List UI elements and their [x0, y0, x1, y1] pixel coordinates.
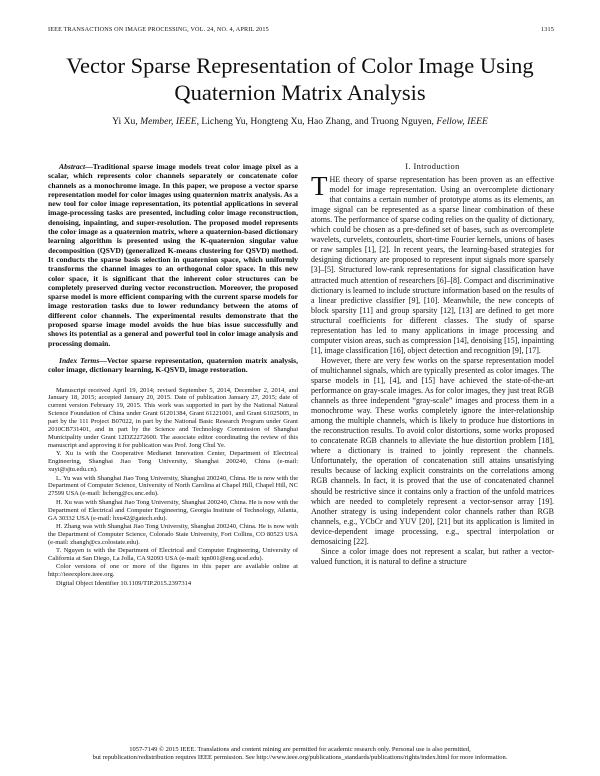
- abstract: [48, 162, 298, 348]
- copyright-line-2: but republication/redistribution requires IEEE permission. See http://www.ieee.org/publications_standards/publications/rights/index.html for more information.: [92, 754, 508, 761]
- index-terms: [48, 356, 298, 375]
- author-line: [40, 116, 560, 127]
- copyright-notice: [40, 746, 560, 762]
- intro-paragraph-1: [311, 171, 554, 356]
- footnote-color-figures: Color versions of one or more of the figures in this paper are available online at http://ieeexplore.ieee.org.: [48, 563, 298, 579]
- footnote-author: Y. Xu is with the Cooperative Medianet Innovation Center, Department of Electrical Engineering, Shanghai Jiao Tong University, Shanghai 200240, China (e-mail: xuyi@sjtu.edu.cn).: [48, 450, 298, 474]
- journal-header: IEEE TRANSACTIONS ON IMAGE PROCESSING, VOL. 24, NO. 4, APRIL 2015: [48, 26, 269, 33]
- paper-title: Vector Sparse Representation of Color Image Using Quaternion Matrix Analysis: [66, 53, 534, 105]
- abstract-text: —Traditional sparse image models treat color image pixel as a scalar, which represents color channels separately or concatenate color channels as a monochrome image. In this paper, we propose a vector sparse representation model for color images using quaternion matrix analysis. As a new tool for color image representation, its potential applications in several image-processing tasks are presented, including color image reconstruction, denoising, inpainting, and super-resolution. The proposed model represents the color image as a quaternion matrix, where a quaternion-based dictionary learning algorithm is presented using the K-quaternion singular value decomposition (QSVD) (generalized K-means clustering for QSVD) method. It conducts the sparse basis selection in quaternion space, which uniformly transforms the channel images to an orthogonal color space. In this new color space, it is significant that the inherent color structures can be completely preserved during vector reconstruction. Moreover, the proposed sparse model is more efficient comparing with the current sparse models for image restoration tasks due to lower redundancy between the atoms of different color channels. The experimental results demonstrate that the proposed sparse image model avoids the hue bias issue successfully and shows its potential as a general and powerful tool in color image analysis and processing domain.: [48, 162, 298, 348]
- footnote-author: T. Nguyen is with the Department of Electrical and Computer Engineering, University of California at San Diego, La Jolla, CA 92093 USA (e-mail: tqn001@eng.ucsd.edu).: [48, 547, 298, 563]
- index-terms-text: —Vector sparse representation, quaternion matrix analysis, color image, dictionary learning, K-QSVD, image restoration.: [48, 355, 298, 375]
- footnote-author: L. Yu was with Shanghai Jiao Tong University, Shanghai 200240, China. He is now with the Department of Computer Science, University of North Carolina at Chapel Hill, Chapel Hill, NC 27599 USA (e-mail: licheng@cs.unc.edu).: [48, 474, 298, 498]
- footnotes: [48, 387, 298, 588]
- intro-paragraph-1-text: HE theory of sparse representation has been proven as an effective model for image representation. Using an overcomplete dictionary that contains a certain number of prototype atoms as its elements, an image signal can be represented as a sparse linear combination of these atoms. The performance of sparse coding relies on the quality of dictionary, which could be chosen as a pre-defined set of bases, such as overcomplete wavelets, curvelets, contourlets, short-time Fourier kernels, unions of bases or raw samples [1], [2]. In recent years, the learning-based strategies for designing dictionary are proposed to represent input signals more sparsely [3]–[5]. Structured low-rank representations for signal classification have attracted much attention of researchers [6]–[8]. Compact and discriminative dictionary is learned to include structure information based on the results of a linear predictive classifier [9], [10]. Meanwhile, the new concepts of block sparsity [11] and group sparsity [12], [13] are defined to get more structural coefficients for different classes. The study of sparse representation has led to many applications in image processing and computer vision areas, such as compression [14], denoising [15], inpainting [1], image classification [16], object detection and recognition [9], [17].: [311, 175, 554, 355]
- footnote-author: H. Zhang was with Shanghai Jiao Tong University, Shanghai 200240, China. He is now with the Department of Computer Science, Colorado State University, Fort Collins, CO 80523 USA (e-mail: zhangh@cs.colostate.edu).: [48, 522, 298, 546]
- authors-prefix: Yi Xu,: [112, 116, 141, 127]
- left-column: [48, 162, 298, 588]
- member-grade: Member, IEEE: [140, 116, 197, 127]
- abstract-label: Abstract: [59, 162, 86, 171]
- intro-paragraph-3: Since a color image does not represent a scalar, but rather a vector-valued function, it is natural to define a structure: [311, 546, 554, 566]
- footnote-manuscript: Manuscript received April 19, 2014; revised September 5, 2014, December 2, 2014, and January 18, 2015; accepted January 20, 2015. Date of publication January 27, 2015; date of current version February 19, 2015. This work was supported in part by the National Natural Science Foundation of China under Grant 61201384, Grant 61221001, and Grant 61025005, in part by the 111 Project B07022, in part by the National Basic Research Program under Grant 2010CB731401, and in part by the Science and Technology Commission of Shanghai Municipality under Grant 12DZ2272600. The associate editor coordinating the review of this manuscript and approving it for publication was Prof. Jong Chul Ye.: [48, 386, 298, 449]
- footnote-doi: Digital Object Identifier 10.1109/TIP.2015.2397314: [56, 579, 192, 587]
- authors-middle: , Licheng Yu, Hongteng Xu, Hao Zhang, and Truong Nguyen,: [196, 116, 437, 127]
- page-number: 1315: [541, 26, 554, 33]
- right-column: [311, 162, 554, 567]
- intro-paragraph-2: However, there are very few works on the sparse representation model of multichannel signals, which are typically presented as color images. The sparse models in [1], [4], and [15] have achieved the state-of-the-art performance on gray-scale images. As for color images, they just treat RGB channels as three independent “gray-scale” images and process them in a monochrome way. These works completely ignore the inter-relationship among the multiple channels, which is likely to produce hue distortions in the reconstruction results. To avoid color distortions, some works proposed to concatenate RGB channels to alleviate the hue distortion problem [18], where a dictionary is trained to jointly represent the channels. Unfortunately, the operation of concatenation still attains unsatisfying results because of lacking explicit constraints on the correlations among RGB channels. In fact, it is proved that the use of concatenated channel should be restrictive since it contains only a fraction of the unfold matrices which are needed to completely represent a vector-sensor array [19]. Another strategy is using independent color channels rather than RGB channels, e.g., YCbCr and YUV [20], [21] but its application is limited in device-dependent image processing, e.g., spectral interpolation or demosaicing [22].: [311, 355, 554, 546]
- drop-cap: T: [311, 171, 328, 202]
- fellow-grade: Fellow, IEEE: [436, 116, 488, 127]
- footnote-author: H. Xu was with Shanghai Jiao Tong University, Shanghai 200240, China. He is now with the Department of Electrical and Computer Engineering, Georgia Institute of Technology, Atlanta, GA 30332 USA (e-mail: hxu42@gatech.edu).: [48, 498, 298, 522]
- copyright-line-1: 1057-7149 © 2015 IEEE. Translations and content mining are permitted for academic research only. Personal use is also permitted,: [129, 746, 471, 753]
- section-heading-introduction: I. Introduction: [405, 162, 460, 171]
- index-terms-label: Index Terms: [59, 355, 100, 365]
